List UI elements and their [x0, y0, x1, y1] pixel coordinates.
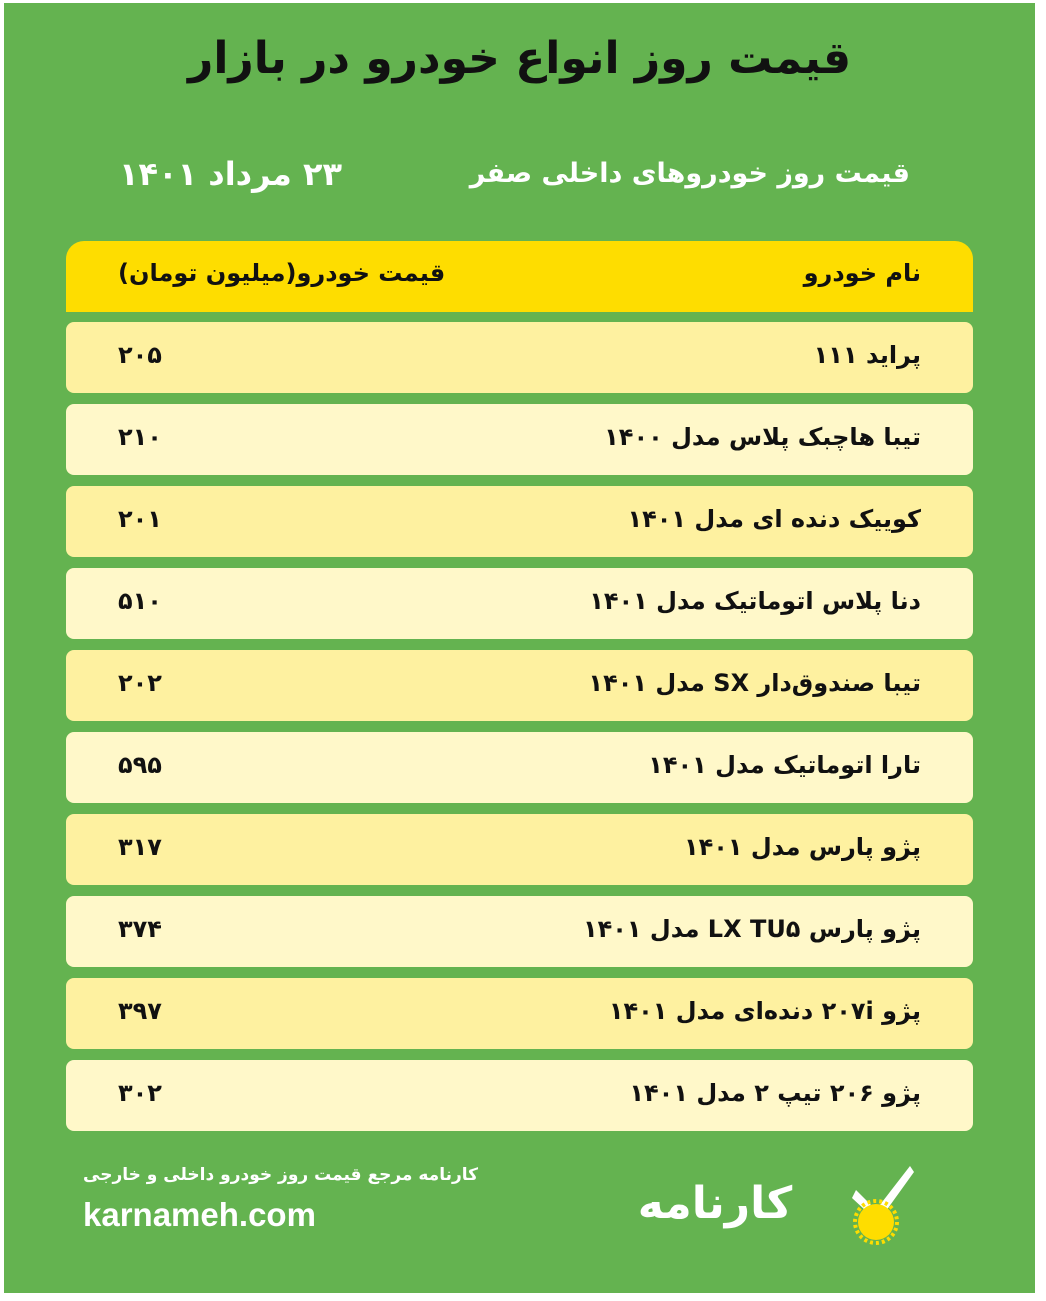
table-row — [66, 322, 973, 393]
header-car-price: قیمت خودرو(میلیون تومان) — [118, 259, 446, 287]
car-price: ۲۰۱ — [118, 505, 162, 533]
table-row — [66, 650, 973, 721]
table-row — [66, 486, 973, 557]
car-price: ۳۹۷ — [118, 997, 162, 1025]
car-name: تیبا صندوق‌دار SX مدل ۱۴۰۱ — [588, 669, 921, 697]
table-row — [66, 732, 973, 803]
table-row — [66, 1060, 973, 1131]
table-row — [66, 896, 973, 967]
car-price: ۲۰۵ — [118, 341, 162, 369]
car-price: ۵۹۵ — [118, 751, 162, 779]
date-label: ۲۳ مرداد ۱۴۰۱ — [119, 155, 342, 193]
car-price: ۳۱۷ — [118, 833, 162, 861]
car-name: تارا اتوماتیک مدل ۱۴۰۱ — [648, 751, 921, 779]
website-link[interactable]: karnameh.com — [83, 1196, 316, 1233]
car-name: پژو پارس LX TU۵ مدل ۱۴۰۱ — [582, 915, 921, 943]
header-car-name: نام خودرو — [803, 259, 921, 287]
car-name: کوییک دنده ای مدل ۱۴۰۱ — [627, 505, 921, 533]
car-price: ۲۱۰ — [118, 423, 162, 451]
table-row — [66, 978, 973, 1049]
table-row — [66, 814, 973, 885]
checkmark-badge-icon — [848, 1160, 918, 1250]
car-price: ۲۰۲ — [118, 669, 162, 697]
car-price: ۳۰۲ — [118, 1079, 162, 1107]
car-price: ۳۷۴ — [118, 915, 162, 943]
car-name: دنا پلاس اتوماتیک مدل ۱۴۰۱ — [589, 587, 921, 615]
price-table — [66, 322, 973, 1142]
page-title: قیمت روز انواع خودرو در بازار — [187, 33, 852, 84]
table-row — [66, 404, 973, 475]
table-row — [66, 568, 973, 639]
car-name: پژو ۲۰۶ تیپ ۲ مدل ۱۴۰۱ — [629, 1079, 921, 1107]
car-name: پژو پارس مدل ۱۴۰۱ — [683, 833, 921, 861]
car-price: ۵۱۰ — [118, 587, 162, 615]
table-header — [66, 241, 973, 312]
car-name: تیبا هاچبک پلاس مدل ۱۴۰۰ — [604, 423, 921, 451]
logo-wordmark: کارنامه — [637, 1178, 793, 1229]
car-name: پژو ۲۰۷i دنده‌ای مدل ۱۴۰۱ — [608, 997, 921, 1025]
car-name: پراید ۱۱۱ — [813, 341, 921, 369]
subtitle: قیمت روز خودروهای داخلی صفر — [469, 158, 910, 189]
footer-tagline: کارنامه مرجع قیمت روز خودرو داخلی و خارجی — [83, 1165, 479, 1185]
karnameh-logo — [600, 1160, 920, 1250]
